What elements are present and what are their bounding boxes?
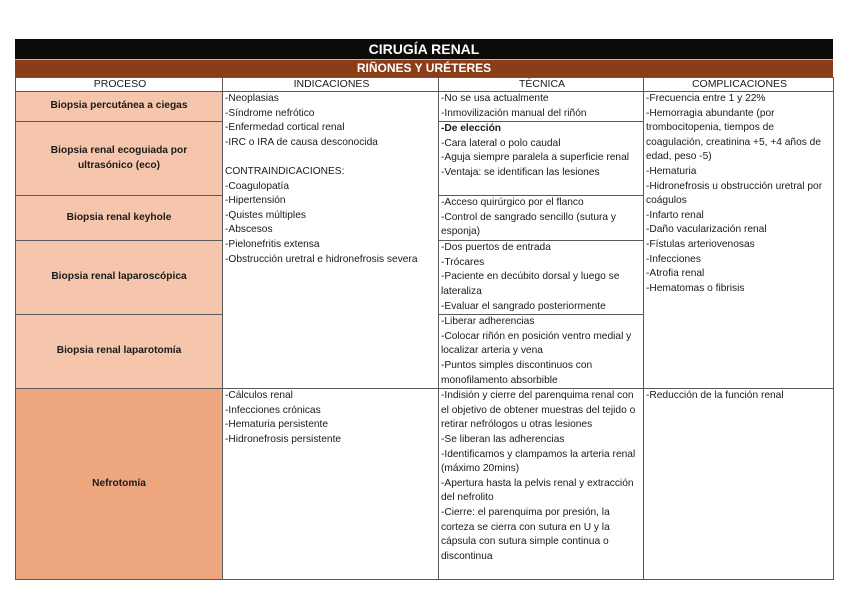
list-item: -Pielonefritis extensa: [225, 238, 320, 250]
list-item: -Hipertensión: [225, 195, 286, 207]
sheet-subtitle: RIÑONES Y URÉTERES: [15, 59, 833, 77]
indicaciones-nefrotomia: [223, 389, 439, 580]
list-item: -Hemorragia abundante (por trombocitopenia, tiempos de coagulación, creatinina +5, +4 años de edad, peso -5): [646, 107, 822, 163]
list-item: -Hidronefrosis persistente: [225, 433, 342, 445]
contraindicaciones-heading: CONTRAINDICACIONES:: [225, 165, 345, 177]
list-item: -Indisión y cierre del parenquima renal con el objetivo de obtener muestras del tejido o retirar nefrólogos u otras lesiones: [441, 390, 636, 431]
table-row: [16, 92, 834, 122]
list-item: -Infecciones: [646, 253, 701, 265]
list-item: -Neoplasias: [225, 93, 279, 104]
list-item: -IRC o IRA de causa desconocida: [225, 136, 378, 148]
list-item: -Liberar adherencias: [441, 316, 535, 328]
tecnica-laparoscopica: [439, 241, 644, 315]
list-item: -Trócares: [441, 256, 485, 268]
header-proceso: PROCESO: [16, 78, 223, 92]
list-item: -Abscesos: [225, 224, 273, 236]
renal-surgery-sheet: [15, 39, 833, 580]
list-item: -Infarto renal: [646, 209, 704, 221]
list-item: -Puntos simples discontinuos con monofilamento absorbible: [441, 359, 593, 386]
list-item: -Enfermedad cortical renal: [225, 122, 345, 134]
complicaciones-nefrotomia: [644, 389, 834, 580]
proceso-laparotomia: Biopsia renal laparotomía: [16, 315, 223, 389]
list-item: -Se liberan las adherencias: [441, 433, 565, 445]
sheet-title: CIRUGÍA RENAL: [15, 39, 833, 59]
tecnica-nefrotomia: [439, 389, 644, 580]
list-item: -Control de sangrado sencillo (sutura y esponja): [441, 211, 616, 238]
list-item: -Evaluar el sangrado posteriormente: [441, 300, 606, 312]
list-item: -Cara lateral o polo caudal: [441, 137, 561, 149]
proceso-nefrotomia: Nefrotomía: [16, 389, 223, 580]
list-item: -Reducción de la función renal: [646, 390, 784, 402]
list-item: -Síndrome nefrótico: [225, 107, 315, 119]
list-item: -Obstrucción uretral e hidronefrosis severa: [225, 253, 418, 265]
surgery-table: [15, 77, 834, 580]
header-indicaciones: INDICACIONES: [223, 78, 439, 92]
list-item: -Daño vacularización renal: [646, 224, 767, 236]
list-item: -Hematuria: [646, 165, 697, 177]
list-item: -Inmovilización manual del riñón: [441, 107, 587, 119]
tecnica-laparotomia: [439, 315, 644, 389]
tecnica-ecoguiada: [439, 122, 644, 196]
list-item: -Infecciones crónicas: [225, 404, 321, 416]
list-item: -Dos puertos de entrada: [441, 242, 551, 254]
list-item: -Cálculos renal: [225, 390, 293, 402]
list-item: -Hidronefrosis u obstrucción uretral por coágulos: [646, 180, 823, 207]
table-row: [16, 389, 834, 580]
proceso-keyhole: Biopsia renal keyhole: [16, 196, 223, 241]
list-item: -No se usa actualmente: [441, 93, 549, 104]
list-item: -Ventaja: se identifican las lesiones: [441, 166, 600, 178]
proceso-laparoscopica: Biopsia renal laparoscópica: [16, 241, 223, 315]
proceso-ecoguiada: Biopsia renal ecoguiada por ultrasónico (eco): [16, 122, 223, 196]
list-item: -Paciente en decúbito dorsal y luego se lateraliza: [441, 271, 620, 297]
indicaciones-biopsia: [223, 92, 439, 389]
header-tecnica: TÉCNICA: [439, 78, 644, 92]
list-item: -Frecuencia entre 1 y 22%: [646, 93, 766, 104]
tecnica-percutanea: [439, 92, 644, 122]
list-item: -Cierre: el parenquima por presión, la corteza se cierra con sutura en U y la cápsula con sutura simple continua o discontinua: [441, 506, 610, 562]
complicaciones-biopsia: [644, 92, 834, 389]
list-item: -Coagulopatía: [225, 180, 290, 192]
list-item: -Atrofia renal: [646, 268, 705, 280]
list-item: -Identificamos y clampamos la arteria renal (máximo 20mins): [441, 448, 636, 475]
header-complicaciones: COMPLICACIONES: [644, 78, 834, 92]
list-item: -Apertura hasta la pelvis renal y extracción del nefrolito: [441, 477, 634, 504]
list-item: -Colocar riñón en posición ventro medial y localizar arteria y vena: [441, 330, 632, 357]
tecnica-keyhole: [439, 196, 644, 241]
list-item: -Quistes múltiples: [225, 209, 306, 221]
list-item: -Hematomas o fibrisis: [646, 282, 745, 294]
list-item: -Fístulas arteriovenosas: [646, 238, 755, 250]
list-item: -Aguja siempre paralela a superficie renal: [441, 152, 630, 164]
list-item: -Acceso quirúrgico por el flanco: [441, 197, 584, 209]
de-eleccion-label: -De elección: [441, 123, 502, 135]
list-item: -Hematuria persistente: [225, 419, 329, 431]
header-row: [16, 78, 834, 92]
proceso-percutanea: Biopsia percutánea a ciegas: [16, 92, 223, 122]
spacer: [225, 150, 438, 165]
